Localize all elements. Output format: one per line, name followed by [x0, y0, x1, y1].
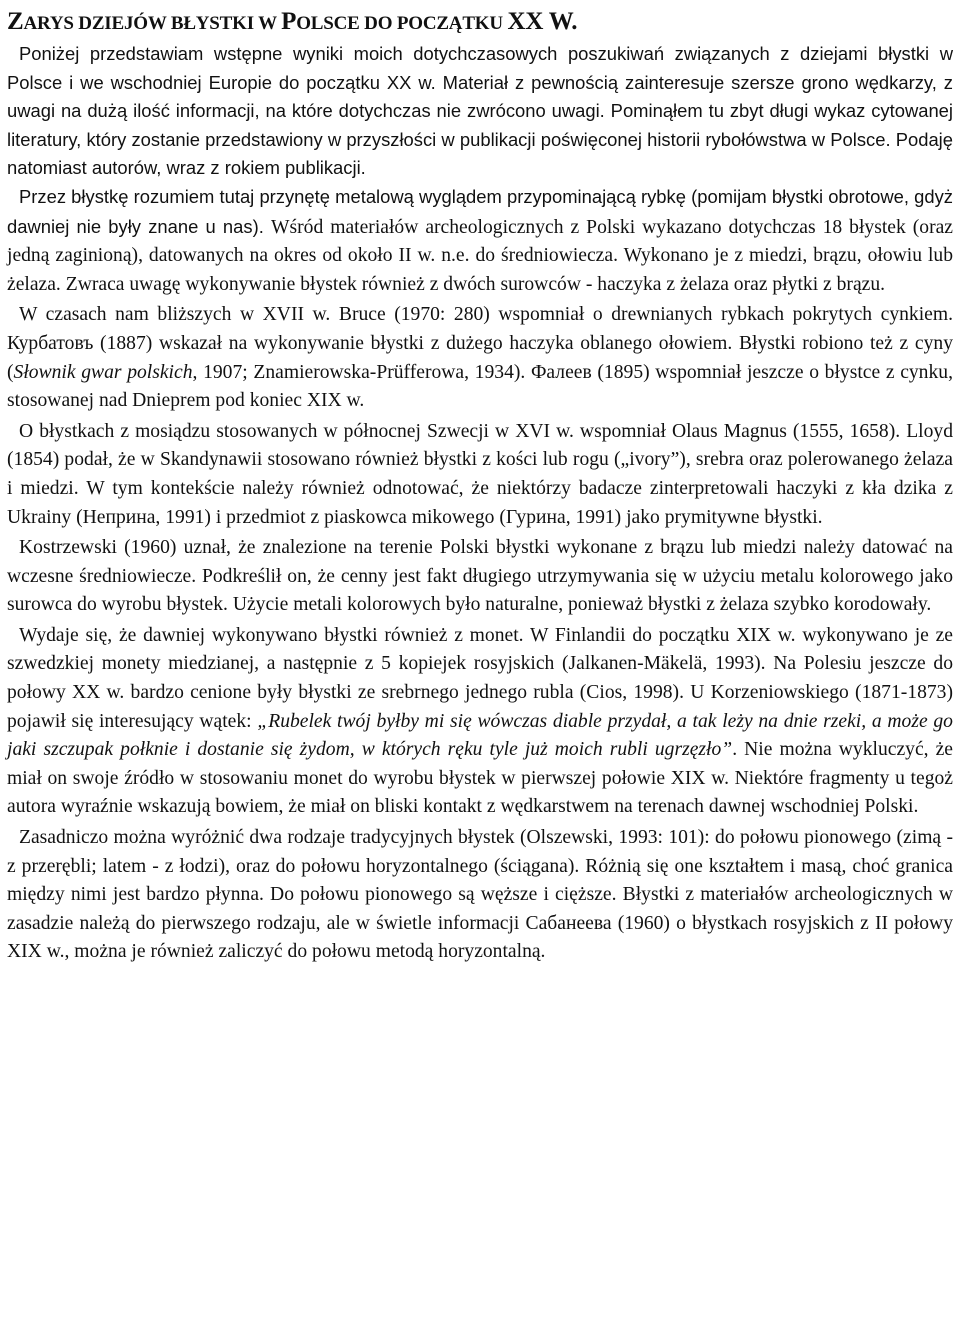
paragraph-coins-text-b: . Nie można wykluczyć, że miał on swoje źródło w stosowaniu monet do wyrobu błystek w pierwszej połowie XIX w. Niektóre fragmenty u tegoż autora wyraźnie wskazują bowiem, że miał on bliski kontakt z wędkarstwem na terenach dawnej wschodniej Polski. — [7, 739, 953, 818]
title-initial-p: P — [281, 8, 297, 35]
paragraph-xvii-text-a: W czasach nam bliższych w XVII w. Bruce (1970: 280) wspomniał o drewnianych rybkach pokrytych cynkiem. Курбатовъ (1887) wskazał na wykonywanie błystki z dużego haczyka oblanego ołowiem. Błystki robiono też z cyny ( — [7, 304, 953, 383]
paragraph-xvii-century — [7, 301, 953, 415]
title-part-arys: ARYS DZIEJÓW BŁYSTKI W — [23, 13, 282, 34]
paragraph-definition-sans: Przez błystkę rozumiem tutaj przynętę metalową wyglądem przypominającą rybkę (pomijam błystki obrotowe, gdyż dawniej nie były znane u nas). — [7, 185, 953, 237]
paragraph-brass-text: O błystkach z mosiądzu stosowanych w północnej Szwecji w XVI w. wspomniał Olaus Magnus (1555, 1658). Lloyd (1854) podał, że w Skandynawii stosowano również błystki z kości lub rogu („ivory”), srebra oraz polerowanego żelaza i miedzi. W tym kontekście należy również odnotować, że niektórzy badacze zinterpretowali haczyki z kła dzika z Ukrainy (Неприна, 1991) i przedmiot z piaskowca mikowego (Гурина, 1991) jako prymitywne błystki. — [7, 420, 953, 528]
paragraph-brass-lures — [7, 418, 953, 532]
paragraph-lure-types-text: Zasadniczo można wyróżnić dwa rodzaje tradycyjnych błystek (Olszewski, 1993: 101): do połowu pionowego (zimą - z przerębli; latem - z łodzi), oraz do połowu horyzontalnego (ściągana). Różnią się one kształtem i masą, choć granica między nimi jest bardzo płynna. Do połowu pionowego są węższe i cięższe. Błystki z materiałów archeologicznych w zasadzie należą do pierwszego rodzaju, ale w świetle informacji Сабанеева (1960) o błystkach rosyjskich z II połowy XIX w., można je również zaliczyć do połowu metodą horyzontalną. — [7, 827, 953, 963]
paragraph-coins-italic-quote: „Rubelek twój byłby mi się wówczas diable przydał, a tak leży na dnie rzeki, a może go jaki szczupak połknie i dostanie się żydom, w których ręku tyle już moich rubli ugrzęzło” — [7, 710, 953, 761]
paragraph-kostrzewski-text: Kostrzewski (1960) uznał, że znalezione na terenie Polski błystki wykonane z brązu lub miedzi należy datować na wczesne średniowiecze. Podkreślił on, że cenny jest fakt długiego utrzymywania się w użyciu metalu kolorowego jako surowca do wyrobu błystek. Użycie metali kolorowych było naturalne, ponieważ błystki z żelaza szybko korodowały. — [7, 537, 953, 616]
title-part-xx: XX W. — [507, 8, 578, 35]
paragraph-intro — [7, 40, 953, 183]
paragraph-intro-text: Poniżej przedstawiam wstępne wyniki moich dotychczasowych poszukiwań związanych z dziejami błystki w Polsce i we wschodniej Europie do początku XX w. Materiał z pewnością zainteresuje szersze grono wędkarzy, z uwagi na dużą ilość informacji, na które dotychczas nie zwrócono uwagi. Pominąłem tu zbyt długi wykaz cytowanej literatury, który zostanie przedstawiony w przyszłości w publikacji poświęconej historii rybołówstwa w Polsce. Podaję natomiast autorów, wraz z rokiem publikacji. — [7, 43, 953, 179]
paragraph-coins — [7, 622, 953, 822]
document-page — [7, 0, 953, 967]
paragraph-xvii-text-b: , 1907; Znamierowska-Prüfferowa, 1934). Фалеев (1895) wspomniał jeszcze o błystce z cynku, stosowanej nad Dnieprem pod koniec XIX w. — [7, 361, 953, 412]
paragraph-coins-text-a: Wydaje się, że dawniej wykonywano błystki również z monet. W Finlandii do początku XIX w. wykonywano je ze szwedzkiej monety miedzianej, a następnie z 5 kopiejek rosyjskich (Jalkanen-Mäkelä, 1993). Na Polesiu jeszcze do połowy XX w. bardzo cenione były błystki ze srebrnego jednego rubla (Cios, 1998). U Korzeniowskiego (1871-1873) pojawił się interesujący wątek: — [7, 624, 953, 732]
paragraph-definition-serif: Wśród materiałów archeologicznych z Polski wykazano dotychczas 18 błystek (oraz jedną zaginioną), datowanych na okres od około II w. n.e. do średniowiecza. Wykonano je z miedzi, brązu, ołowiu lub żelaza. Zwraca uwagę wykonywanie błystek również z dwóch surowców - haczyka z żelaza oraz płytki z brązu. — [7, 216, 953, 295]
title-part-olsce: OLSCE DO POCZĄTKU — [296, 13, 508, 34]
paragraph-definition — [7, 183, 953, 299]
title-initial-z: Z — [7, 8, 24, 35]
paragraph-lure-types — [7, 824, 953, 967]
document-title — [7, 0, 953, 40]
paragraph-xvii-italic-source: Słownik gwar polskich — [13, 361, 193, 383]
paragraph-kostrzewski — [7, 534, 953, 620]
